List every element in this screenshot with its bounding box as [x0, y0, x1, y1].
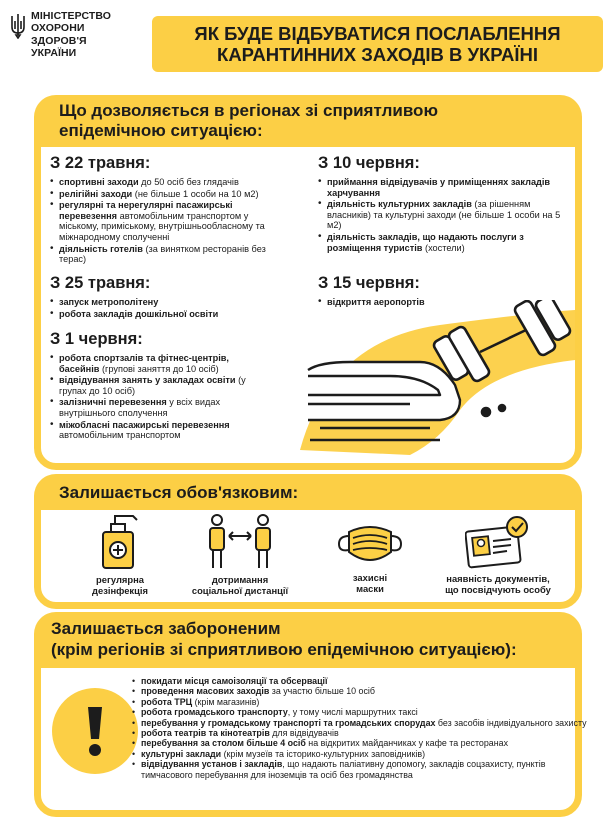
- banned-item: [132, 749, 587, 759]
- banned-item-detail: (крім магазинів): [192, 696, 260, 707]
- allowed-item-bold: робота спортзалів та фітнес-центрів, басейнів: [59, 353, 229, 374]
- allowed-item-detail: (не більше 1 особи на 10 м2): [132, 188, 259, 199]
- mandatory-item-documents: [428, 515, 568, 595]
- allowed-item: [50, 420, 260, 441]
- banned-item-detail: без засобів індивідуального захисту: [435, 717, 587, 728]
- allowed-list: [318, 177, 568, 253]
- mandatory-section-title: Залишається обов'язковим:: [34, 474, 582, 510]
- date-heading: З 1 червня:: [50, 330, 143, 348]
- allowed-item-bold: діяльність закладів, що надають послуги з розміщення туристів: [327, 231, 524, 253]
- allowed-item-bold: запуск метрополітену: [59, 297, 159, 307]
- allowed-item-bold: діяльність культурних закладів: [327, 199, 472, 210]
- allowed-item: [50, 309, 282, 320]
- mask-icon: [337, 522, 403, 568]
- banned-item-bold: робота театрів та кінотеатрів: [141, 728, 270, 739]
- allowed-item-bold: робота закладів дошкільної освіти: [59, 308, 219, 319]
- page-title-line: ЯК БУДЕ ВІДБУВАТИСЯ ПОСЛАБЛЕННЯ: [194, 23, 561, 44]
- caption-line: захисні: [352, 572, 388, 583]
- caption-line: регулярна: [96, 574, 144, 585]
- allowed-item: [50, 200, 282, 242]
- caption-line: маски: [356, 583, 384, 594]
- banned-item-bold: робота громадського транспорту: [141, 707, 288, 718]
- banned-item-detail: , що надають паліативну допомогу, закладів соцзахисту, пунктів тимчасового перебування для іноземців та осіб без громадянства: [141, 759, 546, 780]
- allowed-item-detail: автомобільним транспортом у міському, приміському, внутрішньообласному та міжнародному сполученні: [59, 210, 265, 242]
- banned-item: [132, 676, 587, 686]
- sanitizer-icon: [97, 510, 143, 570]
- allowed-item-detail: (хостели): [422, 242, 465, 253]
- banned-item-detail: за участю більше 10 осіб: [269, 686, 375, 697]
- banned-item-detail: , у тому числі маршрутних таксі: [287, 707, 418, 718]
- allowed-list: [50, 297, 282, 319]
- allowed-item: [50, 244, 282, 265]
- allowed-section-title: [34, 95, 582, 147]
- banned-item-detail: на відкритих майданчиках у кафе та ресторанах: [305, 738, 509, 749]
- exclamation-icon: [80, 703, 110, 759]
- transport-sport-illustration: [290, 300, 580, 460]
- mandatory-item-disinfection: [70, 510, 170, 596]
- allowed-title-line: Що дозволяється в регіонах зі сприятливою: [59, 101, 438, 120]
- distance-icon: [205, 512, 275, 570]
- allowed-item-bold: відвідування занять у закладах освіти: [59, 375, 236, 386]
- date-block-may-25: [50, 274, 282, 320]
- header: [0, 0, 613, 92]
- banned-item-bold: перебування за столом більше 4 осіб: [141, 738, 306, 749]
- date-block-june-1: [50, 330, 260, 442]
- allowed-item: [50, 189, 282, 200]
- page-title-line: КАРАНТИННИХ ЗАХОДІВ В УКРАЇНІ: [217, 44, 538, 65]
- date-heading: З 10 червня:: [318, 154, 420, 172]
- allowed-item-bold: діяльність готелів: [59, 243, 143, 254]
- banned-item-bold: покидати місця самоізоляції та обсервації: [141, 676, 328, 686]
- allowed-item-detail: у всіх видах внутрішнього сполучення: [59, 397, 221, 418]
- banned-title-line: (крім регіонів зі сприятливою епідемічною ситуацією):: [51, 640, 517, 659]
- mandatory-item-masks: [320, 522, 420, 594]
- allowed-item-bold: регулярні та нерегулярні пасажирські перевезення: [59, 200, 233, 221]
- allowed-item-bold: спортивні заходи: [59, 177, 139, 187]
- banned-item-detail: для відвідувачів: [269, 728, 339, 739]
- caption-line: дезінфекція: [92, 585, 148, 596]
- ministry-name: [31, 10, 111, 59]
- allowed-item-detail: (за рішенням власників) та культурні заходи (не більше 1 особи на 5 м2): [327, 199, 561, 231]
- caption-line: що посвідчують особу: [445, 584, 551, 595]
- ministry-line: МІНІСТЕРСТВО: [31, 10, 112, 22]
- ministry-logo: [10, 10, 111, 59]
- mandatory-caption: [428, 573, 568, 595]
- allowed-item-detail: (групові заняття до 10 осіб): [99, 363, 219, 374]
- allowed-item: [50, 397, 260, 418]
- allowed-item-bold: релігійні заходи: [59, 188, 133, 199]
- allowed-item: [318, 232, 568, 253]
- banned-item-bold: відвідування установ і закладів: [141, 759, 283, 770]
- allowed-item-detail: до 50 осіб без глядачів: [138, 177, 239, 187]
- date-block-june-10: [318, 154, 568, 254]
- banned-section-title: [34, 612, 582, 668]
- mandatory-caption: [180, 574, 300, 596]
- banned-item-bold: робота ТРЦ: [141, 696, 193, 707]
- banned-item: [132, 738, 587, 748]
- allowed-item: [50, 297, 282, 308]
- ministry-line: УКРАЇНИ: [31, 46, 77, 59]
- allowed-list: [50, 177, 282, 265]
- date-block-may-22: [50, 154, 282, 266]
- caption-line: наявність документів,: [446, 573, 550, 584]
- date-heading: З 22 травня:: [50, 154, 151, 172]
- allowed-list: [50, 353, 260, 441]
- allowed-item: [318, 177, 568, 198]
- banned-list: [132, 676, 587, 780]
- page-title: [152, 16, 603, 72]
- mandatory-caption: [70, 574, 170, 596]
- banned-title-line: Залишається забороненим: [51, 619, 281, 638]
- date-heading: З 25 травня:: [50, 274, 151, 292]
- banned-item: [132, 728, 587, 738]
- allowed-item-detail: (за винятком ресторанів без терас): [59, 243, 266, 265]
- allowed-item: [50, 375, 260, 396]
- mandatory-item-distance: [180, 512, 300, 596]
- banned-item-detail: (крім музеїв та історико-культурних заповідників): [221, 748, 426, 759]
- banned-item-bold: проведення масових заходів: [141, 686, 270, 697]
- allowed-item-bold: міжобласні пасажирські перевезення: [59, 419, 230, 430]
- ministry-line: ЗДОРОВ'Я: [31, 34, 87, 47]
- warning-badge: [52, 688, 138, 774]
- allowed-item-detail: (у групах до 10 осіб): [59, 375, 246, 396]
- id-card-icon: [465, 515, 531, 569]
- allowed-item: [50, 177, 282, 188]
- allowed-item: [50, 353, 260, 374]
- allowed-title-line: епідемічною ситуацією:: [59, 121, 263, 140]
- banned-item: [132, 697, 587, 707]
- allowed-item-bold: приймання відвідувачів у приміщеннях закладів харчування: [327, 177, 551, 198]
- ministry-line: ОХОРОНИ: [31, 22, 85, 35]
- banned-item-bold: культурні заклади: [141, 748, 222, 759]
- caption-line: дотримання: [211, 574, 269, 585]
- banned-item: [132, 718, 587, 728]
- caption-line: соціальної дистанції: [191, 585, 289, 596]
- allowed-item-bold: залізничні перевезення: [59, 397, 167, 408]
- banned-item: [132, 686, 587, 696]
- mandatory-caption: [320, 572, 420, 594]
- banned-item: [132, 759, 587, 780]
- banned-item-bold: перебування у громадському транспорті та громадських спорудах: [141, 717, 436, 728]
- trident-icon: [10, 13, 26, 39]
- date-heading: З 15 червня:: [318, 274, 420, 292]
- allowed-item-bold: відкриття аеропортів: [327, 297, 425, 307]
- allowed-item-detail: автомобільним транспортом: [59, 430, 181, 441]
- banned-item: [132, 707, 587, 717]
- allowed-item: [318, 199, 568, 231]
